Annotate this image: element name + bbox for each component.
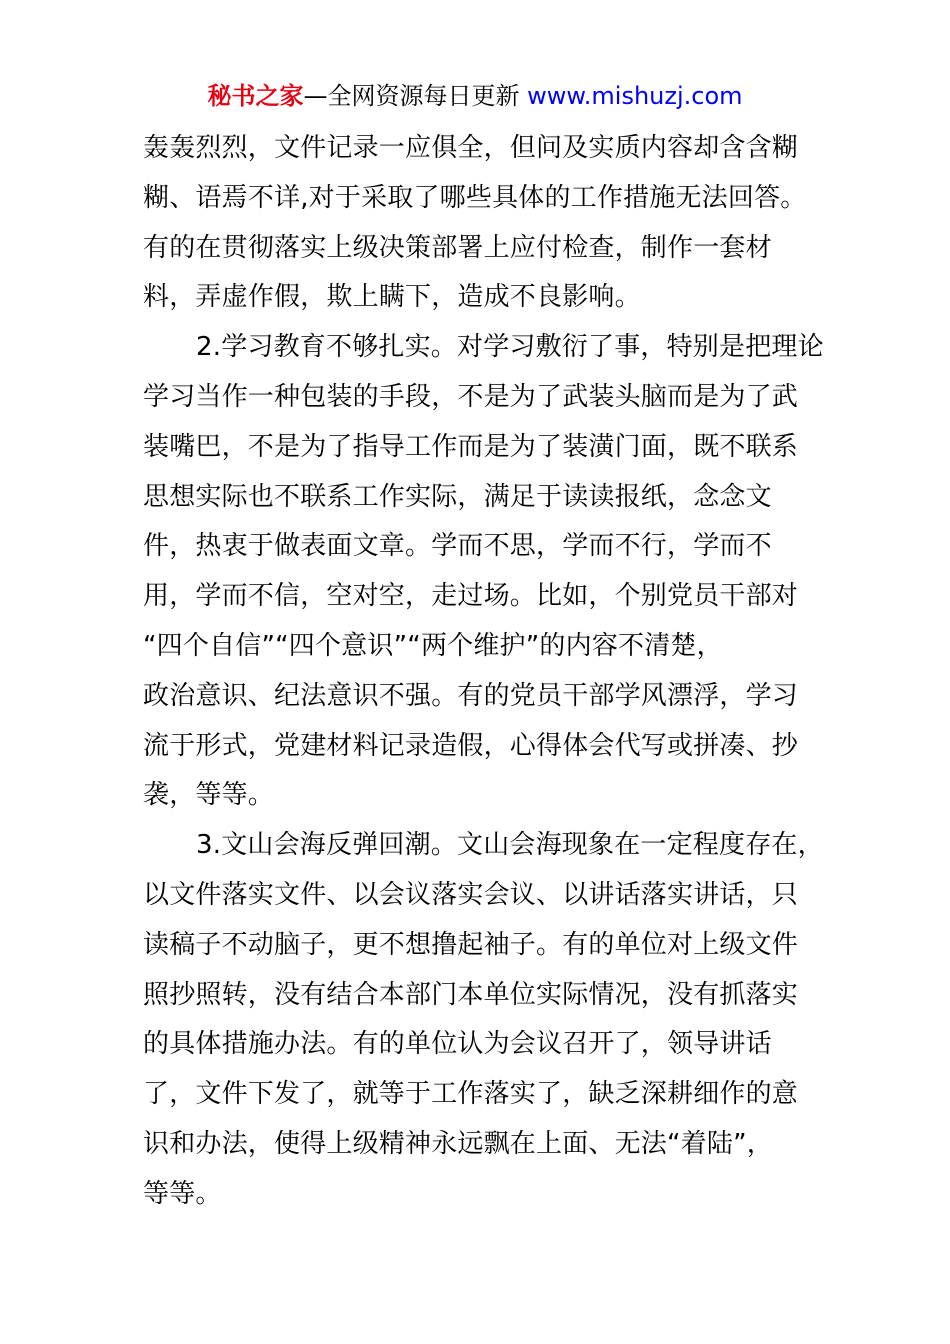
paragraph-3-start: 3.文山会海反弹回潮。文山会海现象在一定程度存在， xyxy=(196,830,824,861)
text-line: 料，弄虚作假，欺上瞒下，造成不良影响。 xyxy=(143,282,641,313)
text-line: 糊、语焉不详,对于采取了哪些具体的工作措施无法回答。 xyxy=(143,182,807,213)
site-brand: 秘书之家 xyxy=(207,82,304,110)
paragraph-2-start: 2.学习教育不够扎实。对学习敷衍了事，特别是把理论 xyxy=(196,332,824,363)
text-line: 思想实际也不联系工作实际，满足于读读报纸，念念文 xyxy=(143,481,772,512)
site-header xyxy=(0,78,950,114)
text-line: 袭，等等。 xyxy=(143,780,275,811)
site-tagline: —全网资源每日更新 xyxy=(303,82,520,110)
text-line: 轰轰烈烈，文件记录一应俱全，但问及实质内容却含含糊 xyxy=(143,133,799,163)
text-line: 用，学而不信，空对空，走过场。比如，个别党员干部对 xyxy=(143,581,799,612)
text-line: 有的在贯彻落实上级决策部署上应付检查，制作一套材 xyxy=(143,232,772,263)
text-line: 了，文件下发了，就等于工作落实了，缺乏深耕细作的意 xyxy=(143,1079,799,1110)
text-line: 识和办法，使得上级精神永远飘在上面、无法“着陆”， xyxy=(143,1128,773,1159)
document-body xyxy=(143,124,824,1220)
text-line: 学习当作一种包装的手段，不是为了武装头脑而是为了武 xyxy=(143,381,799,412)
text-line: 的具体措施办法。有的单位认为会议召开了，领导讲话 xyxy=(143,1029,772,1060)
text-line: 等等。 xyxy=(143,1178,222,1209)
text-line: 以文件落实文件、以会议落实会议、以讲话落实讲话，只 xyxy=(143,879,799,910)
text-line: 件，热衷于做表面文章。学而不思，学而不行，学而不 xyxy=(143,531,772,562)
text-line: “四个自信”“四个意识”“两个维护”的内容不清楚， xyxy=(143,630,723,661)
text-line: 读稿子不动脑子，更不想撸起袖子。有的单位对上级文件 xyxy=(143,929,799,960)
text-line: 装嘴巴，不是为了指导工作而是为了装潢门面，既不联系 xyxy=(143,431,799,462)
site-url-link[interactable]: www.mishuzj.com xyxy=(527,82,743,110)
text-line: 流于形式，党建材料记录造假，心得体会代写或拼凑、抄 xyxy=(143,730,799,761)
text-line: 政治意识、纪法意识不强。有的党员干部学风漂浮，学习 xyxy=(143,680,799,711)
text-line: 照抄照转，没有结合本部门本单位实际情况，没有抓落实 xyxy=(143,979,799,1010)
